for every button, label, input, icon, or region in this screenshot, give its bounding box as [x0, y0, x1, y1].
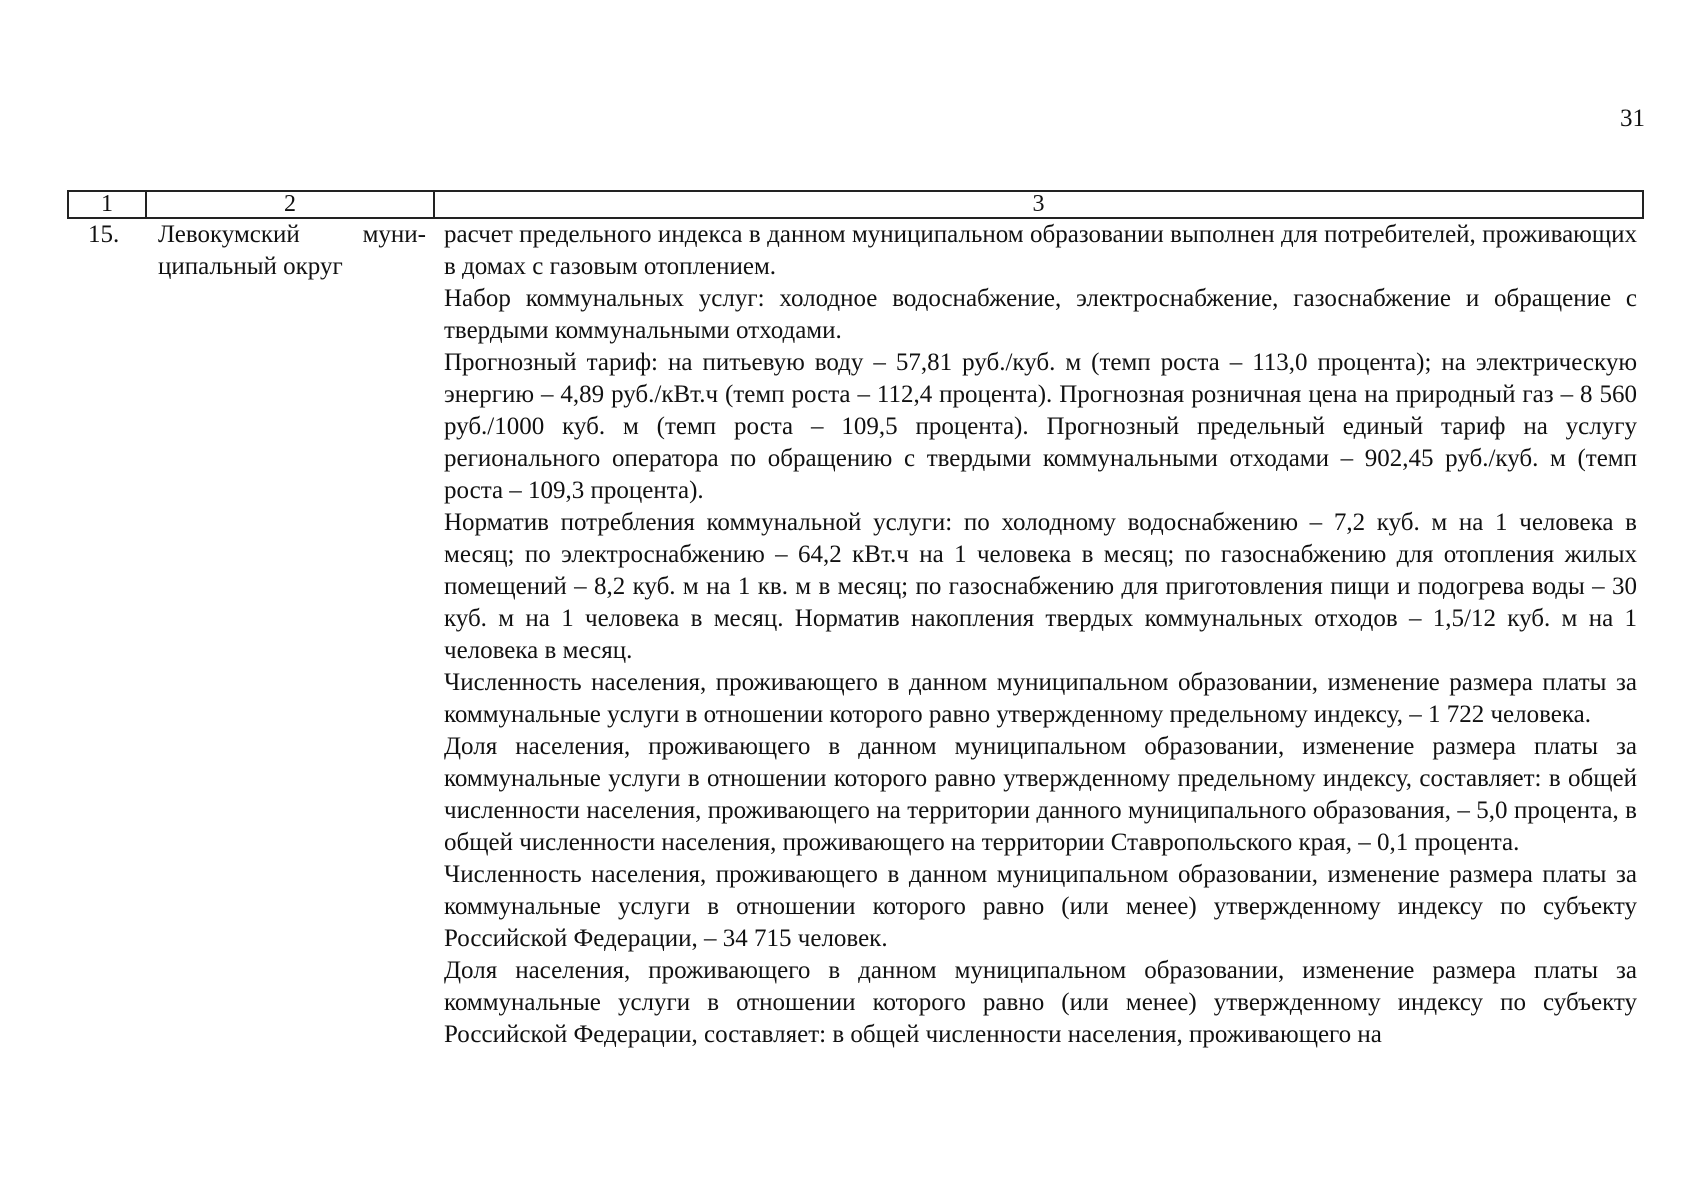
column-header-1: 1	[68, 191, 146, 218]
column-header-3: 3	[434, 191, 1643, 218]
paragraph-consumption-norm: Норматив потребления коммунальной услуги: по холодному водоснабжению – 7,2 куб. м на 1 человека в месяц; по электроснабжению – 64,2 кВт.ч на 1 человека в месяц; по газоснабжению для отопления жилых помещений – 8,2 куб. м на 1 кв. м в месяц; по газоснабжению для приготовления пищи и подогрева воды – 30 куб. м на 1 человека в месяц. Норматив накопления твердых коммунальных отходов – 1,5/12 куб. м на 1 человека в месяц.	[444, 509, 1637, 664]
paragraph-forecast-tariff: Прогнозный тариф: на питьевую воду – 57,81 руб./куб. м (темп роста – 113,0 процента); на электрическую энергию – 4,89 руб./кВт.ч (темп роста – 112,4 процента). Прогнозная розничная цена на природный газ – 8 560 руб./1000 куб. м (темп роста – 109,5 процента). Прогнозный предельный единый тариф на услугу регионального оператора по обращению с твердыми коммунальными отходами – 902,45 руб./куб. м (темп роста – 109,3 процента).	[444, 349, 1637, 504]
paragraph-population-count: Численность населения, проживающего в данном муниципальном образовании, изменение размера платы за коммунальные услуги в отношении которого равно утвержденному предельному индексу, – 1 722 человека.	[444, 669, 1637, 728]
paragraph-services-set: Набор коммунальных услуг: холодное водоснабжение, электроснабжение, газоснабжение и обращение с твердыми коммунальными отходами.	[444, 285, 1637, 344]
municipality-name-line-1: Левокумский муни-	[158, 221, 426, 248]
data-table	[67, 190, 1644, 1051]
table-row	[68, 218, 1643, 1051]
column-header-2: 2	[146, 191, 434, 218]
municipality-name-line-2: ципальный округ	[158, 253, 343, 280]
paragraph-population-share-subject: Доля населения, проживающего в данном муниципальном образовании, изменение размера платы за коммунальные услуги в отношении которого равно (или менее) утвержденному индексу по субъекту Российской Федерации, составляет: в общей численности населения, проживающего на	[444, 957, 1637, 1048]
municipality-name	[146, 218, 434, 1051]
table-header-row	[68, 191, 1643, 218]
row-number: 15.	[88, 221, 120, 248]
page-number: 31	[1620, 105, 1645, 132]
paragraph-population-share: Доля населения, проживающего в данном муниципальном образовании, изменение размера платы за коммунальные услуги в отношении которого равно утвержденному предельному индексу, составляет: в общей численности населения, проживающего на территории данного муниципального образования, – 5,0 процента, в общей численности населения, проживающего на территории Ставропольского края, – 0,1 процента.	[444, 733, 1637, 856]
paragraph-index-calculation: расчет предельного индекса в данном муниципальном образовании выполнен для потребителей, проживающих в домах с газовым отоплением.	[444, 221, 1637, 280]
description-cell	[434, 218, 1643, 1051]
paragraph-population-count-subject: Численность населения, проживающего в данном муниципальном образовании, изменение размера платы за коммунальные услуги в отношении которого равно (или менее) утвержденному индексу по субъекту Российской Федерации, – 34 715 человек.	[444, 861, 1637, 952]
